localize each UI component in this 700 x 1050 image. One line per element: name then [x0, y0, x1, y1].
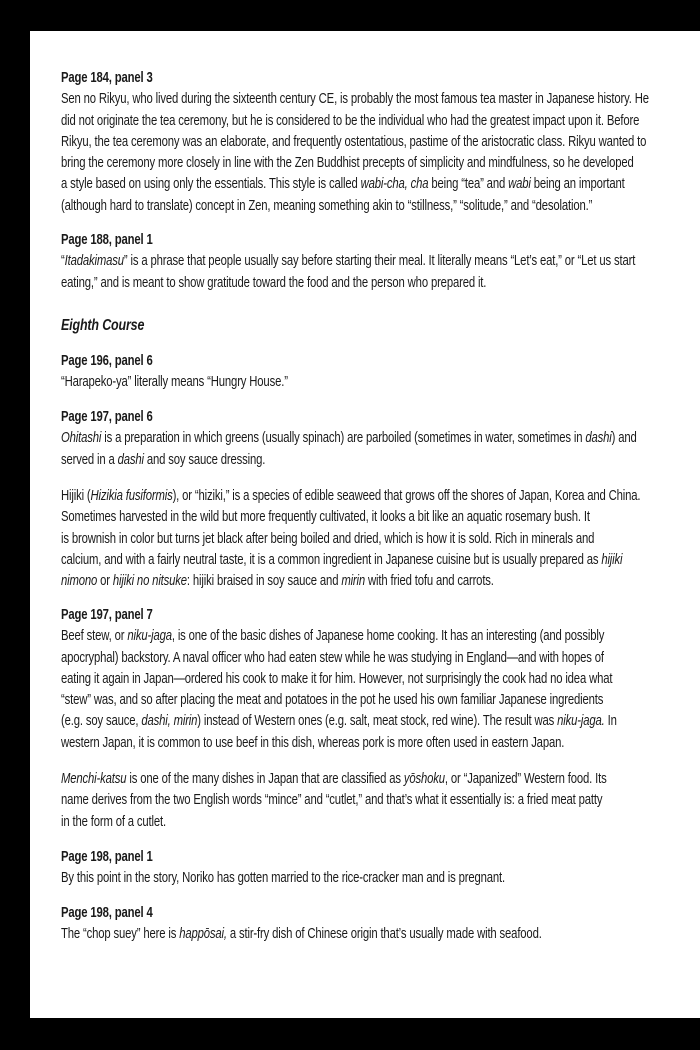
text-segment: : hijiki braised in soy sauce and [186, 573, 342, 590]
entry-heading: Page 184, panel 3 [61, 70, 153, 86]
text-segment: apocryphal) backstory. A naval officer who had eaten stew while he was studying in England—and with hopes of [61, 649, 604, 666]
document-page [30, 31, 700, 1018]
text-segment: a stir-fry dish of Chinese origin that’s usually made with seafood. [226, 926, 542, 943]
text-segment: did not originate the tea ceremony, but he is considered to be the individual who had the greatest impact upon it. Before [61, 112, 640, 129]
text-segment: “ [61, 253, 65, 270]
text-segment: ) instead of Western ones (e.g. salt, meat stock, red wine). The result was [197, 713, 558, 730]
italic-term: niku-jaga. [557, 713, 605, 730]
text-segment: in the form of a cutlet. [61, 813, 167, 830]
text-segment: (e.g. soy sauce, [61, 713, 142, 730]
text-line [61, 648, 623, 669]
text-segment: (although hard to translate) concept in Zen, meaning something akin to “stillness,” “solitude,” and “desolation.” [61, 197, 593, 214]
text-line [61, 626, 623, 647]
text-line [61, 550, 623, 571]
text-line [61, 273, 623, 294]
text-line [61, 89, 649, 110]
text-segment: a style based on using only the essentials. This style is called [61, 176, 361, 193]
text-line [61, 153, 634, 174]
entry-heading: Page 198, panel 1 [61, 849, 153, 865]
text-line [61, 868, 623, 889]
text-line [61, 529, 623, 550]
entry-heading: Page 197, panel 6 [61, 409, 153, 425]
italic-term: Ohitashi [61, 430, 102, 447]
italic-term: wabi-cha, cha [360, 176, 429, 193]
text-segment: “Harapeko-ya” literally means “Hungry House.” [61, 374, 288, 391]
text-segment: and soy sauce dressing. [143, 451, 266, 468]
text-segment: ” is a phrase that people usually say before starting their meal. It literally means “Let’s eat,” or “Let us start [123, 253, 636, 270]
note-entry [61, 903, 623, 946]
italic-term: Menchi-katsu [61, 771, 127, 787]
text-segment: or [97, 573, 113, 590]
section-title: Eighth Course [61, 317, 145, 334]
italic-term: hijiki no nitsuke [112, 573, 187, 590]
entry-heading: Page 188, panel 1 [61, 232, 153, 248]
note-paragraph [61, 486, 641, 592]
note-entry [61, 407, 637, 471]
note-entry [61, 230, 636, 294]
text-segment: In [604, 713, 617, 730]
note-entry [61, 847, 623, 890]
text-segment: ), or “hiziki,” is a species of edible seaweed that grows off the shores of Japan, Korea and China. [172, 488, 641, 504]
italic-term: dashi [585, 430, 612, 447]
italic-term: mirin [341, 573, 366, 590]
text-line [61, 690, 623, 711]
italic-term: hijiki [601, 551, 623, 568]
text-line [61, 790, 623, 811]
text-line [61, 711, 623, 732]
text-segment: ) and [611, 430, 637, 447]
italic-term: niku-jaga [127, 628, 172, 645]
text-segment: eating,” and is meant to show gratitude toward the food and the person who prepared it. [61, 274, 487, 291]
text-line [61, 571, 623, 592]
italic-term: Itadakimasu [64, 253, 124, 270]
entry-heading: Page 198, panel 4 [61, 905, 153, 921]
italic-term: dashi, mirin [141, 713, 198, 730]
entry-heading: Page 196, panel 6 [61, 353, 153, 369]
text-segment: Sometimes harvested in the wild but more frequently cultivated, it looks a bit like an aquatic rosemary bush. It [61, 509, 590, 526]
note-entry [61, 351, 623, 394]
text-line [61, 372, 623, 393]
text-segment: , is one of the basic dishes of Japanese home cooking. It has an interesting (and possibly [171, 628, 605, 645]
text-segment: with fried tofu and carrots. [365, 573, 494, 590]
text-segment: eating it again in Japan—ordered his cook to make it for him. However, not surprisingly the cook had no idea what [61, 670, 613, 687]
text-segment: “stew” was, and so after placing the meat and potatoes in the pot he used his own familiar Japanese ingredients [61, 692, 604, 709]
text-line [61, 507, 623, 528]
text-segment: , or “Japanized” Western food. Its [444, 771, 607, 787]
text-segment: name derives from the two English words “mince” and “cutlet,” and that’s what it essentially is: a fried meat patty [61, 792, 603, 809]
italic-term: Hizikia fusiformis [90, 488, 173, 504]
text-segment: served in a [61, 451, 118, 468]
note-entry [61, 605, 623, 754]
text-segment: is one of the many dishes in Japan that are classified as [126, 771, 404, 787]
text-line [61, 174, 623, 195]
text-line [61, 111, 640, 132]
text-line [61, 132, 647, 153]
entry-heading: Page 197, panel 7 [61, 607, 153, 623]
text-line [61, 196, 623, 217]
text-segment: is a preparation in which greens (usually spinach) are parboiled (sometimes in water, sometimes in [101, 430, 586, 447]
text-segment: western Japan, it is common to use beef in this dish, whereas pork is more often used in eastern Japan. [61, 734, 565, 751]
text-segment: calcium, and with a fairly neutral taste, it is a common ingredient in Japanese cuisine but is usually prepared as [61, 551, 602, 568]
text-line [61, 812, 623, 833]
text-line [61, 733, 623, 754]
italic-term: wabi [508, 176, 531, 193]
note-entry [61, 68, 649, 217]
text-segment: Sen no Rikyu, who lived during the sixteenth century CE, is probably the most famous tea master in Japanese history. He [61, 91, 649, 108]
text-segment: is brownish in color but turns jet black after being boiled and dried, which is how it is sold. Rich in minerals and [61, 530, 595, 547]
text-segment: Beef stew, or [61, 628, 128, 645]
text-line [61, 251, 636, 272]
note-paragraph [61, 769, 623, 833]
text-segment: The “chop suey” here is [61, 926, 180, 943]
section-heading-block [61, 315, 623, 336]
text-segment: being “tea” and [428, 176, 509, 193]
italic-term: happōsai, [179, 926, 227, 943]
italic-term: dashi [117, 451, 144, 468]
text-line [61, 769, 623, 790]
text-segment: being an important [530, 176, 625, 193]
text-line [61, 924, 623, 945]
text-line [61, 669, 623, 690]
text-segment: bring the ceremony more closely in line with the Zen Buddhist precepts of simplicity and mindfulness, so he developed [61, 155, 634, 172]
italic-term: yōshoku [403, 771, 445, 787]
text-line [61, 486, 641, 507]
text-segment: By this point in the story, Noriko has gotten married to the rice-cracker man and is pregnant. [61, 870, 506, 887]
text-line [61, 428, 637, 449]
text-segment: Hijiki ( [61, 488, 91, 504]
text-line [61, 450, 623, 471]
text-segment: Rikyu, the tea ceremony was an elaborate, and frequently ostentatious, pastime of the aristocratic class. Rikyu wanted to [61, 133, 647, 150]
italic-term: nimono [61, 573, 98, 590]
